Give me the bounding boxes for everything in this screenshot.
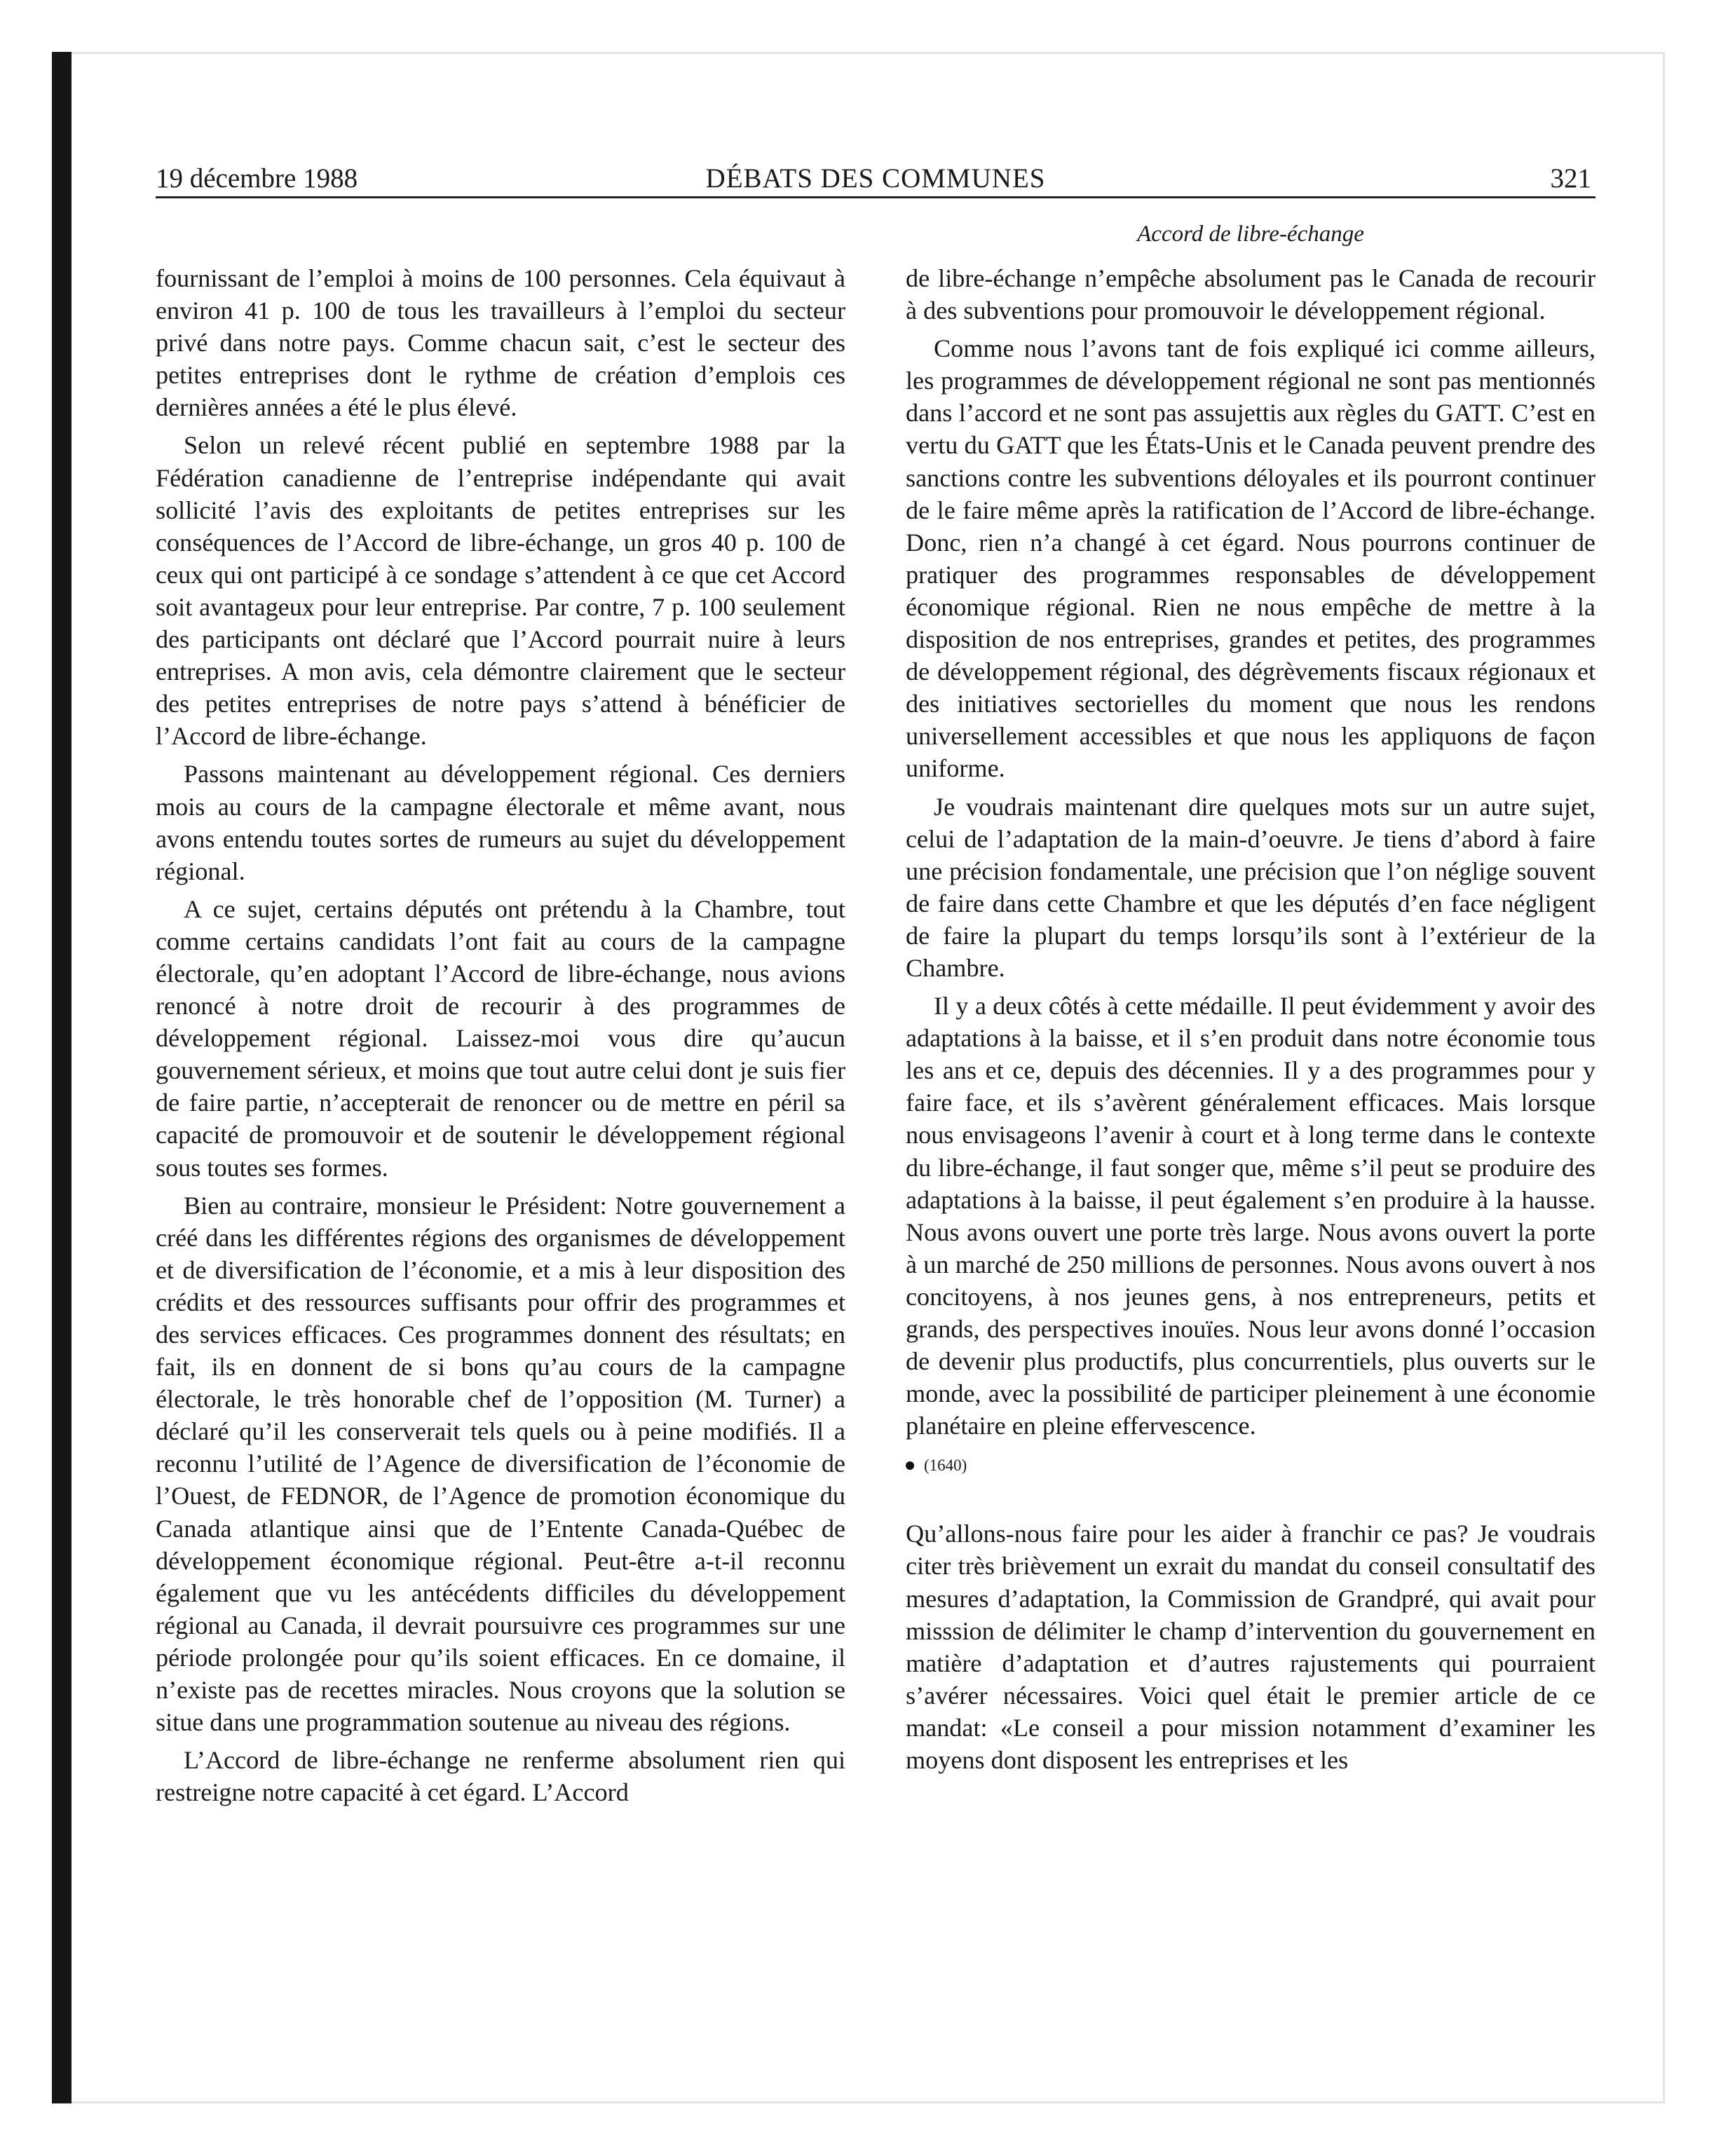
paragraph: L’Accord de libre-échange ne renferme absolument rien qui restreigne notre capacité à cet égard. L’Accord <box>156 1746 845 1807</box>
paragraph: fournissant de l’emploi à moins de 100 personnes. Cela équivaut à environ 41 p. 100 de tous les travailleurs à l’emploi du secteur privé dans notre pays. Comme chacun sait, c’est le secteur des petites entreprises dont le rythme de création d’emplois ces dernières années a été le plus élevé. <box>156 264 845 422</box>
paragraph: de libre-échange n’empêche absolument pas le Canada de recourir à des subventions pour promouvoir le développement régional. <box>906 264 1595 325</box>
scan-binding-edge <box>52 52 72 2103</box>
time-marker-label: (1640) <box>924 1456 967 1475</box>
hansard-page <box>156 153 1595 1807</box>
time-marker <box>906 1452 1595 1480</box>
right-column <box>906 262 1595 1782</box>
paragraph: Qu’allons-nous faire pour les aider à franchir ce pas? Je voudrais citer très brièvement un exrait du mandat du conseil consultatif des mesures d’adaptation, la Commission de Grandpré, qui avait pour misssion de délimiter le champ d’intervention du gouvernement en matière d’adaptation et d’autres rajustements qui pourraient s’avérer nécessaires. Voici quel était le premier article de ce mandat: «Le conseil a pour mission notamment d’examiner les moyens dont disposent les entreprises et les <box>906 1520 1595 1775</box>
bullet-icon <box>906 1461 914 1470</box>
paragraph: Je voudrais maintenant dire quelques mots sur un autre sujet, celui de l’adaptation de la main-d’oeuvre. Je tiens d’abord à faire une précision fondamentale, une précision que l’on néglige souvent de faire dans cette Chambre et que les députés d’en face négligent de faire la plupart du temps lorsqu’ils sont à l’extérieur de la Chambre. <box>906 792 1595 982</box>
paragraph: Selon un relevé récent publié en septembre 1988 par la Fédération canadienne de l’entreprise indépendante qui avait sollicité l’avis des exploitants de petites entreprises sur les conséquences de l’Accord de libre-échange, un gros 40 p. 100 de ceux qui ont participé à ce sondage s’attendent à ce que cet Accord soit avantageux pour leur entreprise. Par contre, 7 p. 100 seulement des participants ont déclaré que l’Accord pourrait nuire à leurs entreprises. A mon avis, cela démontre clairement que le secteur des petites entreprises de notre pays s’attend à bénéficier de l’Accord de libre-échange. <box>156 431 845 751</box>
journal-title: DÉBATS DES COMMUNES <box>705 163 1046 193</box>
paragraph: Comme nous l’avons tant de fois expliqué ici comme ailleurs, les programmes de développement régional ne sont pas mentionnés dans l’accord et ne sont pas assujettis aux règles du GATT. C’est en vertu du GATT que les États-Unis et le Canada peuvent prendre des sanctions contre les subventions déloyales et ils pourront continuer de le faire même après la ratification de l’Accord de libre-échange. Donc, rien n’a changé à cet égard. Nous pourrons continuer de pratiquer des programmes responsables de développement économique régional. Rien ne nous empêche de mettre à la disposition de nos entreprises, grandes et petites, des programmes de développement régional, des dégrèvements fiscaux régionaux et des initiatives sectorielles du moment que nous les rendons universellement accessibles et que nous les appliquons de façon uniforme. <box>906 334 1595 783</box>
paragraph: Passons maintenant au développement régional. Ces derniers mois au cours de la campagne électorale et même avant, nous avons entendu toutes sortes de rumeurs au sujet du développement régional. <box>156 760 845 885</box>
running-head <box>156 153 1595 198</box>
header-date: 19 décembre 1988 <box>156 163 358 193</box>
paragraph: A ce sujet, certains députés ont prétendu à la Chambre, tout comme certains candidats l’ont fait au cours de la campagne électorale, qu’en adoptant l’Accord de libre-échange, nous avions renoncé à notre droit de recourir à des programmes de développement régional. Laissez-moi vous dire qu’aucun gouvernement sérieux, et moins que tout autre celui dont je suis fier de faire partie, n’accepterait de renoncer ou de mettre en péril sa capacité de promouvoir et de soutenir le développement régional sous toutes ses formes. <box>156 894 845 1182</box>
left-column <box>156 262 845 1814</box>
paragraph: Bien au contraire, monsieur le Président: Notre gouvernement a créé dans les différentes régions des organismes de développement et de diversification de l’économie, et a mis à leur disposition des crédits et des ressources suffisants pour offrir des programmes et des services efficaces. Ces programmes donnent des résultats; en fait, ils en donnent de si bons qu’au cours de la campagne électorale, le très honorable chef de l’opposition (M. Turner) a déclaré qu’il les conserverait tels quels ou à peine modifiés. Il a reconnu l’utilité de l’Agence de diversification de l’économie de l’Ouest, de FEDNOR, de l’Agence de promotion économique du Canada atlantique ainsi que de l’Entente Canada-Québec de développement économique régional. Peut-être a-t-il reconnu également que vu les antécédents difficiles du développement régional au Canada, il devrait poursuivre ces programmes sur une période prolongée pour qu’ils soient efficaces. En ce domaine, il n’existe pas de recettes miracles. Nous croyons que la solution se situe dans une programmation soutenue au niveau des régions. <box>156 1191 845 1737</box>
paragraph: Il y a deux côtés à cette médaille. Il peut évidemment y avoir des adaptations à la baisse, et il s’en produit dans notre économie tous les ans et ce, depuis des décennies. Il y a des programmes pour y faire face, et ils s’avèrent généralement efficaces. Mais lorsque nous envisageons l’avenir à court et à long terme dans le contexte du libre-échange, il faut songer que, même s’il peut se produire des adaptations à la baisse, il peut également s’en produire à la hausse. Nous avons ouvert une porte très large. Nous avons ouvert la porte à un marché de 250 millions de personnes. Nous avons ouvert à nos concitoyens, à nos jeunes gens, à nos entrepreneurs, petits et grands, des perspectives inouïes. Nous leur avons donné l’occasion de devenir plus productifs, plus concurrentiels, plus ouverts sur le monde, avec la possibilité de participer pleinement à une économie planétaire en pleine effervescence. <box>906 992 1595 1440</box>
page-number: 321 <box>1550 163 1591 193</box>
subject-heading: Accord de libre-échange <box>1137 221 1364 247</box>
